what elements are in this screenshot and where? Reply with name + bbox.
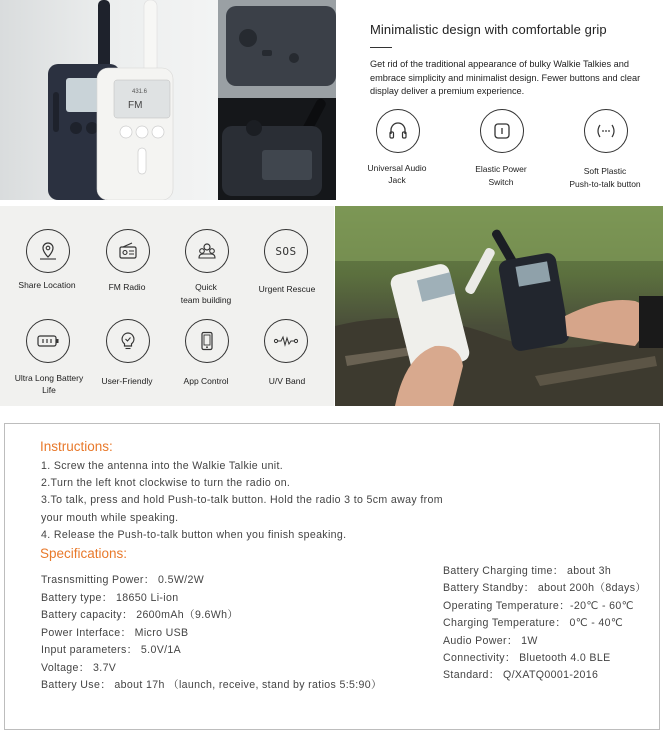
- instruction-line-5: 4. Release the Push-to-talk button when you finish speaking.: [41, 529, 347, 541]
- radio-icon: [117, 240, 139, 262]
- feature-circle-audio: [376, 109, 420, 153]
- spec-right-1: Battery Charging time： about 3h: [443, 565, 612, 577]
- closeup-illustration: [218, 0, 336, 200]
- design-heading: Minimalistic design with comfortable grip: [370, 22, 607, 37]
- device-screen-top: 431.6: [132, 89, 148, 95]
- ptt-wave-icon: [594, 122, 618, 140]
- design-panel: [336, 0, 663, 200]
- specifications-heading: Specifications:: [40, 546, 128, 561]
- walkie-talkie-illustration: [0, 0, 218, 200]
- feature-label-power-1: Elastic Power: [475, 164, 527, 174]
- grid-label-app: App Control: [183, 376, 229, 386]
- uv-band-icon: [273, 333, 299, 349]
- spec-left-5: Input parameters： 5.0V/1A: [41, 644, 182, 656]
- feature-circle-power: [480, 109, 524, 153]
- feature-label-ptt-1: Soft Plastic: [583, 166, 627, 176]
- battery-icon: [36, 333, 60, 349]
- product-photo-devices: [0, 0, 218, 200]
- grid-circle-team: [185, 229, 229, 273]
- grid-label-userfriendly: User-Friendly: [101, 376, 153, 386]
- grid-circle-sos: [264, 229, 308, 273]
- grid-circle-radio: [106, 229, 150, 273]
- feature-circle-ptt: [584, 109, 628, 153]
- feature-label-power-2: Switch: [488, 177, 514, 187]
- spec-right-4: Charging Temperature： 0℃ - 40℃: [443, 617, 624, 629]
- instructions-heading: Instructions:: [40, 439, 113, 454]
- feature-label-ptt-2: Push-to-talk button: [569, 179, 641, 189]
- headphone-icon: [387, 120, 409, 142]
- spec-right-2: Battery Standby： about 200h（8days）: [443, 582, 647, 594]
- features-grid-panel: [0, 206, 334, 406]
- specs-panel: [4, 423, 660, 730]
- grid-label-uv: U/V Band: [268, 376, 306, 386]
- location-pin-icon: [37, 240, 59, 262]
- grid-label-location: Share Location: [18, 280, 76, 290]
- feature-label-audio-1: Universal Audio: [367, 163, 427, 173]
- grid-label-radio: FM Radio: [108, 282, 146, 292]
- spec-left-4: Power Interface： Micro USB: [41, 627, 189, 639]
- grid-circle-battery: [26, 319, 70, 363]
- spec-right-3: Operating Temperature：-20℃ - 60℃: [443, 600, 634, 612]
- lightbulb-icon: [117, 330, 139, 352]
- spec-right-6: Connectivity： Bluetooth 4.0 BLE: [443, 652, 611, 664]
- grid-circle-location: [26, 229, 70, 273]
- spec-left-6: Voltage： 3.7V: [41, 662, 117, 674]
- sos-icon: SOS: [275, 244, 297, 258]
- outdoor-illustration: [335, 206, 663, 406]
- phone-icon: [196, 330, 218, 352]
- instruction-line-3: 3.To talk, press and hold Push-to-talk button. Hold the radio 3 to 5cm away from: [41, 494, 443, 506]
- heading-underline: [370, 47, 392, 48]
- spec-left-1: Trasnsmitting Power： 0.5W/2W: [41, 574, 205, 586]
- grid-circle-userfriendly: [106, 319, 150, 363]
- instruction-line-1: 1. Screw the antenna into the Walkie Talkie unit.: [41, 460, 284, 472]
- spec-left-3: Battery capacity： 2600mAh（9.6Wh）: [41, 609, 239, 621]
- feature-label-audio-2: Jack: [388, 175, 406, 185]
- grid-circle-app: [185, 319, 229, 363]
- grid-label-battery-1: Ultra Long Battery: [14, 373, 84, 383]
- grid-label-team-2: team building: [180, 295, 232, 305]
- outdoor-usage-photo: [335, 206, 663, 406]
- spec-right-7: Standard： Q/XATQ0001-2016: [443, 669, 599, 681]
- device-screen-big: FM: [128, 100, 143, 111]
- grid-label-team-1: Quick: [195, 282, 217, 292]
- spec-left-7: Battery Use： about 17h （launch, receive, stand by ratios 5:5:90）: [41, 679, 382, 691]
- grid-label-sos: Urgent Rescue: [258, 284, 316, 294]
- spec-left-2: Battery type： 18650 Li-ion: [41, 592, 179, 604]
- design-description: Get rid of the traditional appearance of bulky Walkie Talkies and embrace simplicity and minimalist design. Fewer buttons and clear display deliver a premium experience.: [370, 59, 641, 96]
- spec-right-5: Audio Power： 1W: [443, 635, 538, 647]
- instruction-line-4: your mouth while speaking.: [41, 512, 179, 524]
- instruction-line-2: 2.Turn the left knot clockwise to turn the radio on.: [41, 477, 291, 489]
- product-photo-closeup: [218, 0, 336, 200]
- power-switch-icon: [491, 120, 513, 142]
- team-icon: [196, 240, 218, 262]
- grid-circle-uv: [264, 319, 308, 363]
- grid-label-battery-2: Life: [42, 385, 56, 395]
